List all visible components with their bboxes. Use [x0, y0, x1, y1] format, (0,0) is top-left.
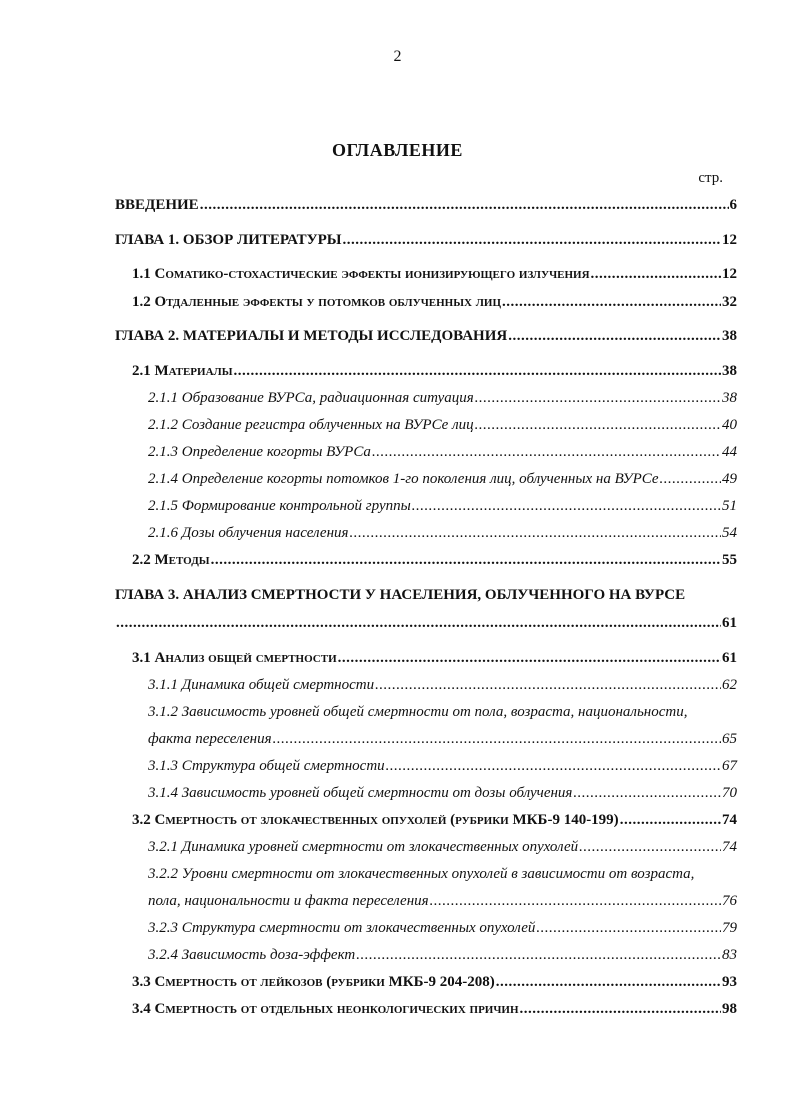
toc-entry-text: 2.2 Методы [132, 552, 210, 568]
page-column-label: стр. [698, 170, 723, 186]
toc-leader [349, 523, 721, 543]
toc-entry-subsection-2-1-2[interactable] [148, 415, 737, 435]
toc-entry-subsection-3-1-2-line1[interactable]: 3.1.2 Зависимость уровней общей смертности от пола, возраста, национальности, [148, 704, 688, 720]
toc-entry-page: 12 [722, 232, 737, 248]
toc-leader [412, 496, 721, 516]
toc-entry-page: 6 [729, 197, 737, 213]
toc-entry-text: факта переселения [148, 731, 272, 747]
toc-entry-section-2-1[interactable] [132, 361, 737, 381]
toc-entry-chapter-1[interactable] [115, 230, 737, 250]
toc-entry-page: 44 [722, 444, 737, 460]
toc-entry-subsection-3-2-4[interactable] [148, 945, 737, 965]
toc-entry-text: 3.2.4 Зависимость доза-эффект [148, 947, 356, 963]
toc-entry-subsection-3-2-2[interactable] [148, 891, 737, 911]
toc-leader [475, 415, 721, 435]
toc-entry-page: 51 [722, 498, 737, 514]
toc-entry-chapter-3[interactable] [115, 613, 737, 633]
toc-leader [356, 945, 721, 965]
toc-entry-chapter-3-title[interactable]: ГЛАВА 3. АНАЛИЗ СМЕРТНОСТИ У НАСЕЛЕНИЯ, ОБЛУЧЕННОГО НА ВУРСЕ [115, 587, 686, 603]
toc-leader [375, 675, 721, 695]
toc-entry-text: пола, национальности и факта переселения [148, 893, 429, 909]
toc-entry-text: 2.1.4 Определение когорты потомков 1-го поколения лиц, облученных на ВУРСе [148, 471, 659, 487]
toc-entry-section-2-2[interactable] [132, 550, 737, 570]
page-title: ОГЛАВЛЕНИЕ [332, 140, 463, 160]
toc-entry-text: 3.1 Анализ общей смертности [132, 650, 337, 666]
toc-leader [620, 810, 721, 830]
toc-leader [502, 292, 721, 312]
toc-leader [386, 756, 721, 776]
toc-leader [496, 972, 721, 992]
toc-entry-page: 74 [722, 812, 737, 828]
toc-entry-text: 3.4 Смертность от отдельных неонкологических причин [132, 1001, 519, 1017]
toc-entry-text: 1.2 Отдаленные эффекты у потомков облученных лиц [132, 294, 502, 310]
toc-leader [200, 195, 729, 215]
toc-entry-page: 74 [722, 839, 737, 855]
toc-leader [660, 469, 721, 489]
toc-entry-page: 61 [722, 650, 737, 666]
toc-entry-section-1-1[interactable] [132, 264, 737, 284]
toc-entry-text: 2.1.5 Формирование контрольной группы [148, 498, 411, 514]
toc-leader [343, 230, 721, 250]
toc-entry-subsection-2-1-1[interactable] [148, 388, 737, 408]
toc-entry-page: 54 [722, 525, 737, 541]
toc-entry-subsection-3-1-2[interactable] [148, 729, 737, 749]
toc-entry-page: 61 [722, 615, 737, 631]
toc-leader [338, 648, 721, 668]
toc-entry-section-3-4[interactable] [132, 999, 737, 1019]
toc-entry-text: 3.2.3 Структура смертности от злокачественных опухолей [148, 920, 536, 936]
toc-entry-text: 2.1.3 Определение когорты ВУРСа [148, 444, 371, 460]
toc-entry-subsection-3-1-1[interactable] [148, 675, 737, 695]
toc-entry-text: 3.2.1 Динамика уровней смертности от злокачественных опухолей [148, 839, 579, 855]
toc-entry-page: 67 [722, 758, 737, 774]
toc-leader [234, 361, 721, 381]
toc-entry-text: ГЛАВА 2. МАТЕРИАЛЫ И МЕТОДЫ ИССЛЕДОВАНИЯ [115, 328, 508, 344]
toc-entry-subsection-3-2-2-line1[interactable]: 3.2.2 Уровни смертности от злокачественных опухолей в зависимости от возраста, [148, 866, 695, 882]
toc-leader [536, 918, 721, 938]
toc-entry-text: 3.2 Смертность от злокачественных опухолей (рубрики МКБ-9 140-199) [132, 812, 619, 828]
toc-entry-page: 38 [722, 328, 737, 344]
toc-entry-subsection-3-1-3[interactable] [148, 756, 737, 776]
toc-entry-page: 70 [722, 785, 737, 801]
toc-leader [591, 264, 721, 284]
toc-entry-text: 2.1 Материалы [132, 363, 233, 379]
toc-leader [372, 442, 721, 462]
toc-entry-page: 98 [722, 1001, 737, 1017]
toc-entry-page: 38 [722, 390, 737, 406]
toc-entry-text: 2.1.2 Создание регистра облученных на ВУРСе лиц [148, 417, 474, 433]
toc-leader [520, 999, 721, 1019]
toc-entry-page: 83 [722, 947, 737, 963]
toc-entry-page: 62 [722, 677, 737, 693]
toc-entry-page: 76 [722, 893, 737, 909]
toc-leader [573, 783, 721, 803]
toc-entry-page: 79 [722, 920, 737, 936]
toc-leader [116, 613, 721, 633]
toc-leader [430, 891, 721, 911]
toc-leader [508, 326, 721, 346]
toc-entry-page: 93 [722, 974, 737, 990]
toc-entry-subsection-2-1-5[interactable] [148, 496, 737, 516]
toc-entry-text: 3.3 Смертность от лейкозов (рубрики МКБ-9 204-208) [132, 974, 495, 990]
toc-entry-text: 3.1.1 Динамика общей смертности [148, 677, 375, 693]
toc-entry-text: ВВЕДЕНИЕ [115, 197, 199, 213]
toc-entry-section-3-1[interactable] [132, 648, 737, 668]
toc-entry-subsection-3-2-1[interactable] [148, 837, 737, 857]
toc-entry-subsection-2-1-3[interactable] [148, 442, 737, 462]
toc-entry-text: 2.1.1 Образование ВУРСа, радиационная ситуация [148, 390, 474, 406]
toc-leader [273, 729, 721, 749]
toc-entry-chapter-2[interactable] [115, 326, 737, 346]
toc-entry-page: 49 [722, 471, 737, 487]
toc-entry-page: 55 [722, 552, 737, 568]
toc-entry-page: 65 [722, 731, 737, 747]
toc-entry-section-3-2[interactable] [132, 810, 737, 830]
toc-entry-section-3-3[interactable] [132, 972, 737, 992]
toc-entry-section-1-2[interactable] [132, 292, 737, 312]
page-number: 2 [393, 48, 402, 65]
toc-entry-subsection-2-1-4[interactable] [148, 469, 737, 489]
toc-entry-page: 32 [722, 294, 737, 310]
toc-leader [579, 837, 721, 857]
toc-entry-text: 2.1.6 Дозы облучения населения [148, 525, 349, 541]
toc-entry-page: 12 [722, 266, 737, 282]
toc-entry-subsection-3-1-4[interactable] [148, 783, 737, 803]
toc-entry-page: 38 [722, 363, 737, 379]
toc-leader [211, 550, 721, 570]
toc-entry-subsection-3-2-3[interactable] [148, 918, 737, 938]
toc-entry-text: 3.1.3 Структура общей смертности [148, 758, 385, 774]
toc-entry-text: 3.1.4 Зависимость уровней общей смертности от дозы облучения [148, 785, 573, 801]
toc-entry-page: 40 [722, 417, 737, 433]
toc-entry-intro[interactable] [115, 195, 737, 215]
toc-entry-text: 1.1 Соматико-стохастические эффекты ионизирующего излучения [132, 266, 590, 282]
toc-entry-subsection-2-1-6[interactable] [148, 523, 737, 543]
toc-entry-text: ГЛАВА 1. ОБЗОР ЛИТЕРАТУРЫ [115, 232, 342, 248]
toc-leader [475, 388, 721, 408]
